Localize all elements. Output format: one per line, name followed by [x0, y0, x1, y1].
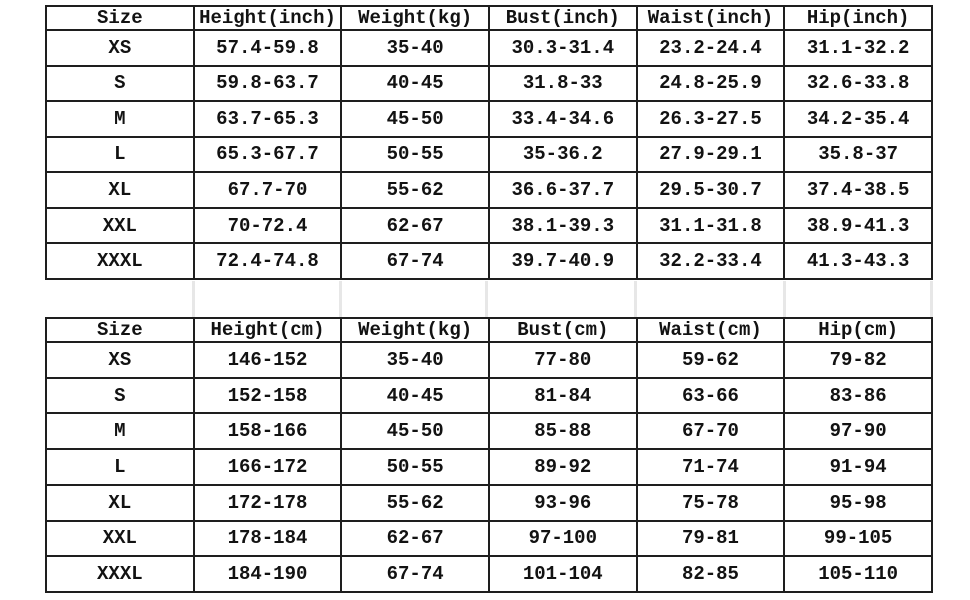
table-cell: S	[46, 66, 194, 102]
table-cell: 37.4-38.5	[784, 172, 932, 208]
table-row	[46, 30, 932, 66]
table-cell: 166-172	[194, 449, 342, 485]
table-cell: M	[46, 101, 194, 137]
table-row	[46, 66, 932, 102]
table-cell: 97-100	[489, 521, 637, 557]
table-cell: 146-152	[194, 342, 342, 378]
column-header: Height(inch)	[194, 6, 342, 30]
column-header: Height(cm)	[194, 318, 342, 342]
table-cell: 77-80	[489, 342, 637, 378]
table-row	[46, 137, 932, 173]
table-row	[46, 172, 932, 208]
table-cell: 32.2-33.4	[637, 243, 785, 279]
column-header: Size	[46, 6, 194, 30]
column-header: Weight(kg)	[341, 6, 489, 30]
table-cell: 99-105	[784, 521, 932, 557]
table-cell: S	[46, 378, 194, 414]
table-cell: 75-78	[637, 485, 785, 521]
table-row	[46, 243, 932, 279]
table-cell: L	[46, 449, 194, 485]
table-cell: 35-40	[341, 342, 489, 378]
column-header: Waist(cm)	[637, 318, 785, 342]
table-cell: 57.4-59.8	[194, 30, 342, 66]
table-cell: 65.3-67.7	[194, 137, 342, 173]
table-cell: 45-50	[341, 101, 489, 137]
scan-artifact-line	[192, 281, 195, 317]
scan-artifact-line	[783, 281, 786, 317]
table-cell: 93-96	[489, 485, 637, 521]
table-cell: XXL	[46, 208, 194, 244]
table-row	[46, 342, 932, 378]
column-header: Waist(inch)	[637, 6, 785, 30]
column-header: Bust(cm)	[489, 318, 637, 342]
table-cell: 63.7-65.3	[194, 101, 342, 137]
column-header: Bust(inch)	[489, 6, 637, 30]
table-cell: 39.7-40.9	[489, 243, 637, 279]
table-cell: 95-98	[784, 485, 932, 521]
table-cell: 79-81	[637, 521, 785, 557]
scan-artifact-line	[634, 281, 637, 317]
size-chart-cm	[45, 317, 933, 593]
table-cell: 97-90	[784, 413, 932, 449]
table-cell: 32.6-33.8	[784, 66, 932, 102]
table-cell: 31.1-32.2	[784, 30, 932, 66]
table-row	[46, 101, 932, 137]
table-cell: 55-62	[341, 485, 489, 521]
table-row	[46, 413, 932, 449]
table-cell: 38.9-41.3	[784, 208, 932, 244]
scan-artifact-line	[485, 281, 488, 317]
table-cell: 70-72.4	[194, 208, 342, 244]
table-cell: 62-67	[341, 208, 489, 244]
table-cell: XXL	[46, 521, 194, 557]
size-chart-inch	[45, 5, 933, 280]
table-cell: 35.8-37	[784, 137, 932, 173]
table-cell: 41.3-43.3	[784, 243, 932, 279]
table-cell: 72.4-74.8	[194, 243, 342, 279]
table-cell: 67.7-70	[194, 172, 342, 208]
table-cell: 67-74	[341, 243, 489, 279]
table-cell: 33.4-34.6	[489, 101, 637, 137]
table-cell: 23.2-24.4	[637, 30, 785, 66]
table-cell: 101-104	[489, 556, 637, 592]
table-cell: 27.9-29.1	[637, 137, 785, 173]
table-cell: 35-40	[341, 30, 489, 66]
size-table-inch	[45, 5, 933, 280]
table-cell: 55-62	[341, 172, 489, 208]
size-table-cm	[45, 317, 933, 593]
table-cell: 35-36.2	[489, 137, 637, 173]
table-cell: 40-45	[341, 66, 489, 102]
table-row	[46, 485, 932, 521]
table-cell: 26.3-27.5	[637, 101, 785, 137]
table-cell: 178-184	[194, 521, 342, 557]
table-cell: 79-82	[784, 342, 932, 378]
column-header: Hip(cm)	[784, 318, 932, 342]
table-cell: 45-50	[341, 413, 489, 449]
table-cell: L	[46, 137, 194, 173]
table-cell: 91-94	[784, 449, 932, 485]
column-header: Size	[46, 318, 194, 342]
table-cell: 62-67	[341, 521, 489, 557]
table-cell: 59-62	[637, 342, 785, 378]
table-cell: 71-74	[637, 449, 785, 485]
table-cell: 89-92	[489, 449, 637, 485]
scan-artifact-line	[930, 281, 933, 317]
table-cell: 59.8-63.7	[194, 66, 342, 102]
table-cell: 31.1-31.8	[637, 208, 785, 244]
header-row	[46, 318, 932, 342]
table-row	[46, 556, 932, 592]
table-cell: M	[46, 413, 194, 449]
table-cell: 184-190	[194, 556, 342, 592]
table-cell: 172-178	[194, 485, 342, 521]
table-cell: 63-66	[637, 378, 785, 414]
table-cell: 105-110	[784, 556, 932, 592]
table-cell: 81-84	[489, 378, 637, 414]
table-cell: XXXL	[46, 556, 194, 592]
column-header: Hip(inch)	[784, 6, 932, 30]
table-cell: XL	[46, 485, 194, 521]
table-cell: 158-166	[194, 413, 342, 449]
table-cell: 82-85	[637, 556, 785, 592]
table-row	[46, 521, 932, 557]
table-cell: 152-158	[194, 378, 342, 414]
table-cell: XS	[46, 342, 194, 378]
table-cell: 38.1-39.3	[489, 208, 637, 244]
table-cell: 24.8-25.9	[637, 66, 785, 102]
table-cell: 85-88	[489, 413, 637, 449]
header-row	[46, 6, 932, 30]
table-cell: 40-45	[341, 378, 489, 414]
table-row	[46, 208, 932, 244]
scan-artifact-line	[339, 281, 342, 317]
table-cell: 29.5-30.7	[637, 172, 785, 208]
table-cell: 34.2-35.4	[784, 101, 932, 137]
table-cell: 31.8-33	[489, 66, 637, 102]
table-cell: 67-74	[341, 556, 489, 592]
table-cell: XL	[46, 172, 194, 208]
table-cell: 67-70	[637, 413, 785, 449]
table-cell: XS	[46, 30, 194, 66]
table-cell: 50-55	[341, 449, 489, 485]
table-cell: 83-86	[784, 378, 932, 414]
table-row	[46, 449, 932, 485]
table-cell: 50-55	[341, 137, 489, 173]
table-cell: XXXL	[46, 243, 194, 279]
table-row	[46, 378, 932, 414]
column-header: Weight(kg)	[341, 318, 489, 342]
table-cell: 36.6-37.7	[489, 172, 637, 208]
table-cell: 30.3-31.4	[489, 30, 637, 66]
